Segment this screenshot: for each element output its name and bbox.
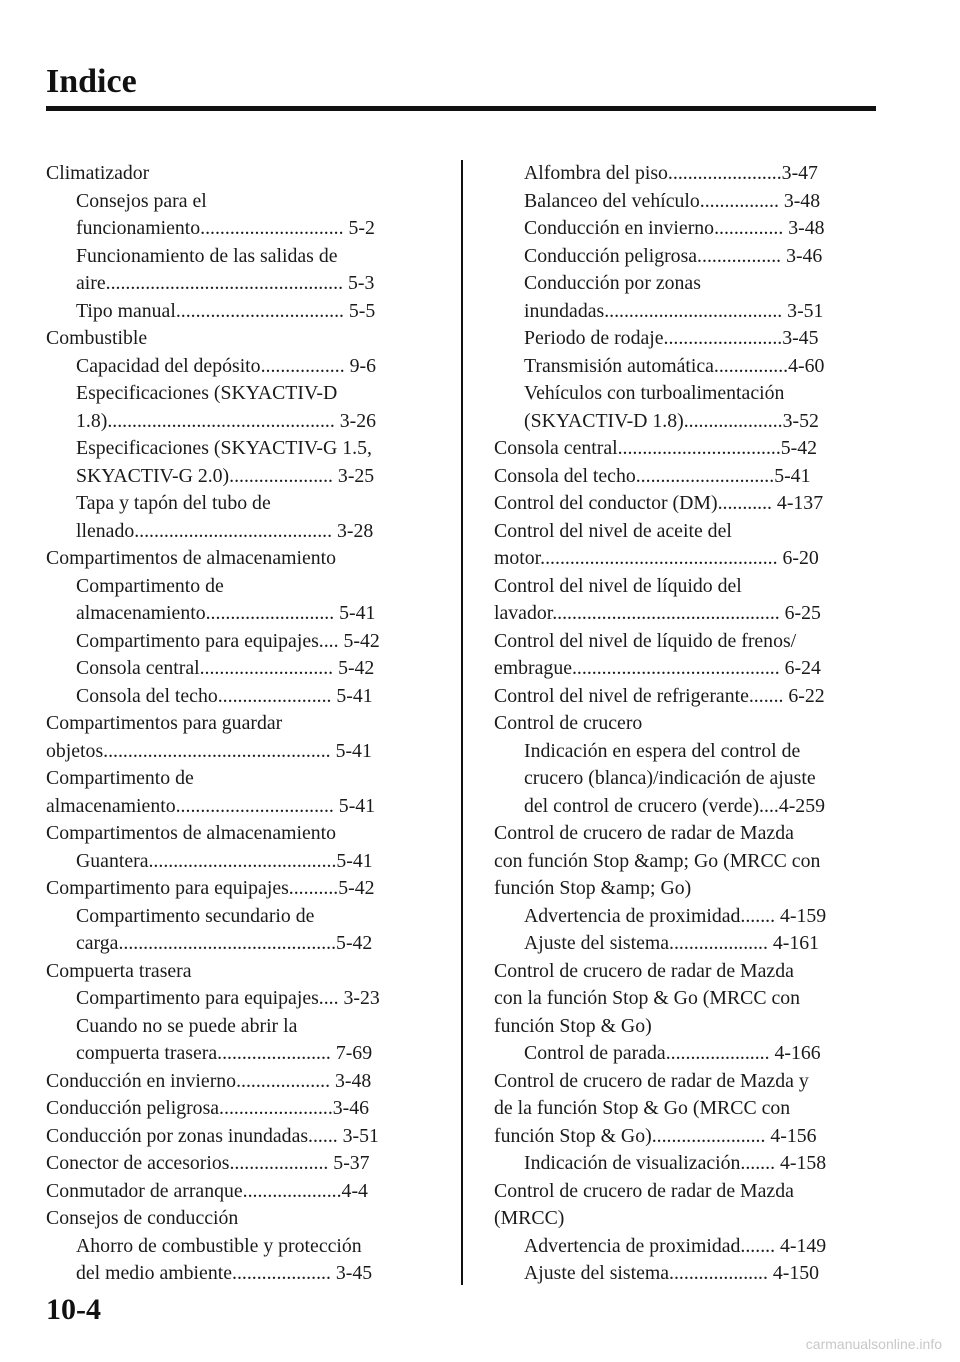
index-entry: Conducción peligrosa.......................3-46 <box>46 1097 370 1119</box>
index-subentry: aire................................................ 5-3 <box>76 272 375 294</box>
page-title: Indice <box>46 63 137 100</box>
index-subentry: Consola del techo....................... 5-41 <box>76 684 373 707</box>
index-subentry: Ahorro de combustible y protección <box>76 1234 362 1257</box>
index-subentry: Consejos para el <box>76 189 207 212</box>
index-subentry: Ajuste del sistema.................... 4-150 <box>524 1262 820 1284</box>
index-entry: almacenamiento................................ 5-41 <box>46 794 376 817</box>
index-subentry: del medio ambiente.................... 3-45 <box>76 1262 373 1284</box>
index-entry: Consola del techo............................5-41 <box>494 464 811 487</box>
index-entry: con función Stop &amp; Go (MRCC con <box>494 849 821 872</box>
index-subentry: Conducción en invierno.............. 3-48 <box>524 217 825 239</box>
index-subentry: compuerta trasera....................... 7-69 <box>76 1042 373 1064</box>
index-subentry: Compartimento secundario de <box>76 904 315 927</box>
index-entry: Conducción en invierno................... 3-48 <box>46 1069 372 1092</box>
index-entry: de la función Stop & Go (MRCC con <box>494 1097 791 1119</box>
index-entry: Control de crucero de radar de Mazda <box>494 1179 794 1202</box>
index-subentry: Transmisión automática...............4-60 <box>524 354 825 377</box>
index-subentry: llenado........................................ 3-28 <box>76 519 374 542</box>
index-entry: función Stop & Go) <box>494 1014 652 1037</box>
index-entry: Consola central.................................5-42 <box>494 437 818 459</box>
index-subentry: Especificaciones (SKYACTIV-G 1.5, <box>76 437 372 459</box>
index-entry: con la función Stop & Go (MRCC con <box>494 987 801 1009</box>
index-subentry: SKYACTIV-G 2.0)..................... 3-25 <box>76 464 375 487</box>
index-entry: Control del nivel de líquido de frenos/ <box>494 629 797 652</box>
index-entry: Compartimento de <box>46 767 194 789</box>
page-number: 10-4 <box>46 1293 101 1326</box>
index-entry: Control de crucero de radar de Mazda y <box>494 1069 809 1092</box>
index-subentry: Guantera......................................5-41 <box>76 849 373 872</box>
index-subentry: Capacidad del depósito................. 9-6 <box>76 354 376 377</box>
index-subentry: almacenamiento.......................... 5-41 <box>76 602 376 624</box>
watermark: carmanualsonline.info <box>805 1336 942 1352</box>
index-entry: Control de crucero <box>494 712 643 734</box>
index-subentry: Tapa y tapón del tubo de <box>76 492 271 514</box>
index-column-left <box>46 160 428 1288</box>
index-subentry: Indicación de visualización....... 4-158 <box>524 1152 827 1174</box>
index-subentry: inundadas.................................... 3-51 <box>524 299 824 322</box>
index-entry: (MRCC) <box>494 1207 565 1229</box>
index-subentry: Balanceo del vehículo................ 3-48 <box>524 189 821 212</box>
index-subentry: Ajuste del sistema.................... 4-161 <box>524 932 820 954</box>
index-entry: objetos.............................................. 5-41 <box>46 739 372 762</box>
index-subentry: (SKYACTIV-D 1.8)....................3-52 <box>524 409 819 432</box>
index-subentry: del control de crucero (verde)....4-259 <box>524 794 825 817</box>
index-entry: Consejos de conducción <box>46 1207 239 1229</box>
index-subentry: Advertencia de proximidad....... 4-149 <box>524 1234 827 1257</box>
index-entry: función Stop &amp; Go) <box>494 877 692 899</box>
index-subentry: Advertencia de proximidad....... 4-159 <box>524 904 827 927</box>
index-subentry: Indicación en espera del control de <box>524 739 801 762</box>
index-subentry: carga............................................5-42 <box>76 932 373 954</box>
index-subentry: crucero (blanca)/indicación de ajuste <box>524 767 816 789</box>
index-entry: Control del nivel de aceite del <box>494 519 732 542</box>
index-entry: Conducción por zonas inundadas...... 3-51 <box>46 1124 379 1147</box>
index-entry: Compuerta trasera <box>46 959 192 982</box>
index-subentry: Conducción por zonas <box>524 272 701 294</box>
index-entry: función Stop & Go)....................... 4-156 <box>494 1124 817 1147</box>
index-subentry: Especificaciones (SKYACTIV-D <box>76 382 338 404</box>
column-divider <box>461 160 463 1285</box>
index-entry: Combustible <box>46 327 148 349</box>
index-subentry: 1.8).............................................. 3-26 <box>76 409 377 432</box>
index-entry: Control de crucero de radar de Mazda <box>494 959 794 982</box>
index-entry: Control de crucero de radar de Mazda <box>494 822 794 844</box>
index-column-right <box>494 160 876 1288</box>
index-subentry: Cuando no se puede abrir la <box>76 1014 298 1037</box>
index-subentry: Compartimento de <box>76 574 224 597</box>
index-entry: Control del nivel de refrigerante....... 6-22 <box>494 684 825 707</box>
index-subentry: Vehículos con turboalimentación <box>524 382 785 404</box>
index-subentry: Control de parada..................... 4-166 <box>524 1042 821 1064</box>
header-divider <box>46 106 876 111</box>
index-subentry: Compartimento para equipajes.... 5-42 <box>76 629 380 652</box>
index-entry: embrague.......................................... 6-24 <box>494 657 821 679</box>
index-entry: Compartimento para equipajes..........5-42 <box>46 877 375 899</box>
index-subentry: Periodo de rodaje........................3-45 <box>524 327 819 349</box>
index-entry: lavador.............................................. 6-25 <box>494 602 821 624</box>
index-subentry: Consola central........................... 5-42 <box>76 657 375 679</box>
index-entry: Conmutador de arranque....................4-4 <box>46 1179 368 1202</box>
index-subentry: Tipo manual.................................. 5-5 <box>76 299 376 322</box>
index-entry: Conector de accesorios.................... 5-37 <box>46 1152 370 1174</box>
index-entry: Compartimentos para guardar <box>46 712 283 734</box>
index-entry: Climatizador <box>46 162 150 184</box>
index-entry: Control del nivel de líquido del <box>494 574 742 597</box>
index-entry: Compartimentos de almacenamiento <box>46 547 337 569</box>
index-subentry: Alfombra del piso.......................3-47 <box>524 162 818 184</box>
index-subentry: funcionamiento............................. 5-2 <box>76 217 375 239</box>
index-subentry: Funcionamiento de las salidas de <box>76 244 338 267</box>
index-subentry: Compartimento para equipajes.... 3-23 <box>76 987 380 1009</box>
index-entry: Control del conductor (DM)........... 4-137 <box>494 492 824 514</box>
index-subentry: Conducción peligrosa................. 3-46 <box>524 244 823 267</box>
index-entry: Compartimentos de almacenamiento <box>46 822 337 844</box>
index-entry: motor................................................ 6-20 <box>494 547 819 569</box>
